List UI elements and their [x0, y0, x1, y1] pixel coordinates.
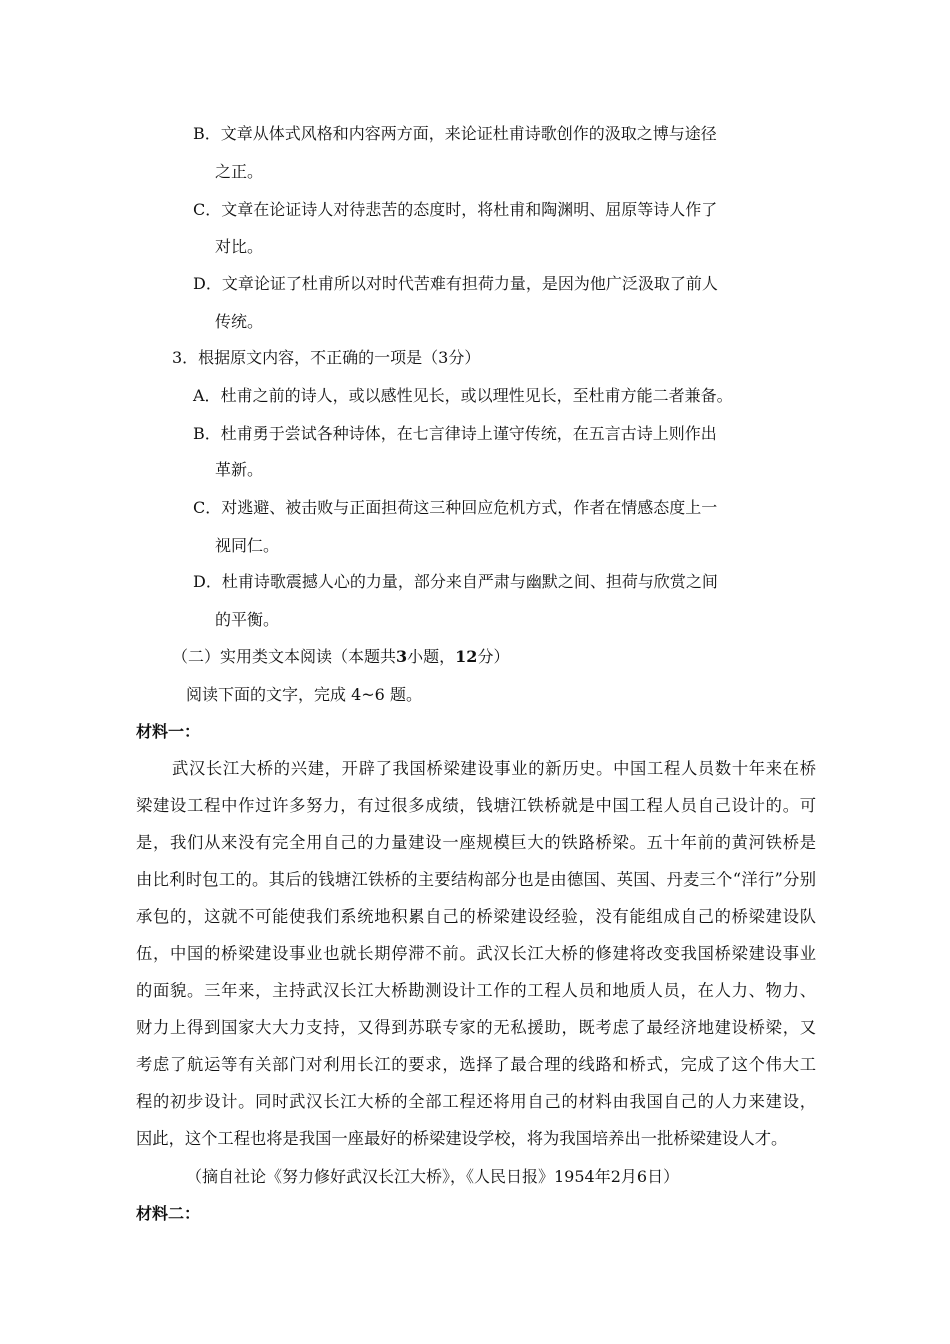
q3-option-b: [193, 422, 717, 446]
option-text: 杜甫诗歌震撼人心的力量，部分来自严肃与幽默之间、担荷与欣赏之间: [221, 572, 718, 591]
option-label: C．: [193, 200, 222, 219]
q3-option-d: [193, 570, 718, 594]
q2-option-d: [193, 272, 718, 296]
option-text: 杜甫勇于尝试各种诗体，在七言律诗上谨守传统，在五言古诗上则作出: [220, 424, 717, 443]
section-heading: （二）实用类文本阅读（本题共3小题，12分）: [172, 647, 510, 666]
paragraph-line: 的面貌。三年来，主持武汉长江大桥勘测设计工作的工程人员和地质人员，在人力、物力、: [136, 981, 816, 1000]
option-text: 文章在论证诗人对待悲苦的态度时，将杜甫和陶渊明、屈原等诗人作了: [221, 200, 718, 219]
paragraph-line: 财力上得到国家大大力支持，又得到苏联专家的无私援助，既考虑了最经济地建设桥梁，又: [136, 1018, 816, 1037]
q2-option-c: [193, 198, 717, 222]
q3-option-c-continuation: 视同仁。: [215, 536, 280, 555]
paragraph-line: 考虑了航运等有关部门对利用长江的要求，选择了最合理的线路和桥式，完成了这个伟大工: [136, 1055, 816, 1074]
option-text: 文章论证了杜甫所以对时代苦难有担荷力量，是因为他广泛汲取了前人: [221, 274, 718, 293]
paragraph-line: 是，我们从来没有完全用自己的力量建设一座规模巨大的铁路桥梁。五十年前的黄河铁桥是: [136, 833, 816, 852]
option-label: B．: [193, 424, 221, 443]
section-score: 12: [455, 647, 478, 666]
q3-option-a: [193, 384, 733, 408]
option-label: D．: [193, 572, 222, 591]
q3-stem: 3．根据原文内容，不正确的一项是（3分）: [172, 348, 481, 367]
material-one-source: （摘自社论《努力修好武汉长江大桥》，《人民日报》1954年2月6日）: [186, 1167, 680, 1186]
paragraph-line: 因此，这个工程也将是我国一座最好的桥梁建设学校，将为我国培养出一批桥梁建设人才。: [136, 1129, 788, 1148]
option-label: D．: [193, 274, 222, 293]
option-label: B．: [193, 124, 221, 143]
option-text: 文章从体式风格和内容两方面，来论证杜甫诗歌创作的汲取之博与途径: [220, 124, 717, 143]
paragraph-line: 武汉长江大桥的兴建，开辟了我国桥梁建设事业的新历史。中国工程人员数十年来在桥: [172, 759, 816, 778]
option-text: 对逃避、被击败与正面担荷这三种回应危机方式，作者在情感态度上一: [221, 498, 718, 517]
q3-option-b-continuation: 革新。: [215, 460, 264, 479]
option-text: 杜甫之前的诗人，或以感性见长，或以理性见长，至杜甫方能二者兼备。: [220, 386, 733, 405]
q2-option-c-continuation: 对比。: [215, 237, 264, 256]
paragraph-line: 梁建设工程中作过许多努力，有过很多成绩，钱塘江铁桥就是中国工程人员自己设计的。可: [136, 796, 816, 815]
reading-instruction: 阅读下面的文字，完成 4~6 题。: [186, 685, 422, 704]
q2-option-b: [193, 122, 717, 146]
paragraph-line: 程的初步设计。同时武汉长江大桥的全部工程还将用自己的材料由我国自己的人力来建设，: [136, 1092, 816, 1111]
option-label: C．: [193, 498, 222, 517]
q3-option-c: [193, 496, 717, 520]
material-one-heading: 材料一：: [136, 722, 201, 741]
material-two-heading: 材料二：: [136, 1204, 201, 1223]
q2-option-d-continuation: 传统。: [215, 312, 264, 331]
paragraph-line: 由比利时包工的。其后的钱塘江铁桥的主要结构部分也是由德国、英国、丹麦三个“洋行”分别: [136, 870, 816, 889]
paragraph-line: 承包的，这就不可能使我们系统地积累自己的桥梁建设经验，没有能组成自己的桥梁建设队: [136, 907, 816, 926]
q3-option-d-continuation: 的平衡。: [215, 610, 280, 629]
q2-option-b-continuation: 之正。: [215, 162, 264, 181]
question-count: 3: [396, 647, 408, 666]
paragraph-line: 伍，中国的桥梁建设事业也就长期停滞不前。武汉长江大桥的修建将改变我国桥梁建设事业: [136, 944, 816, 963]
option-label: A．: [193, 386, 221, 405]
